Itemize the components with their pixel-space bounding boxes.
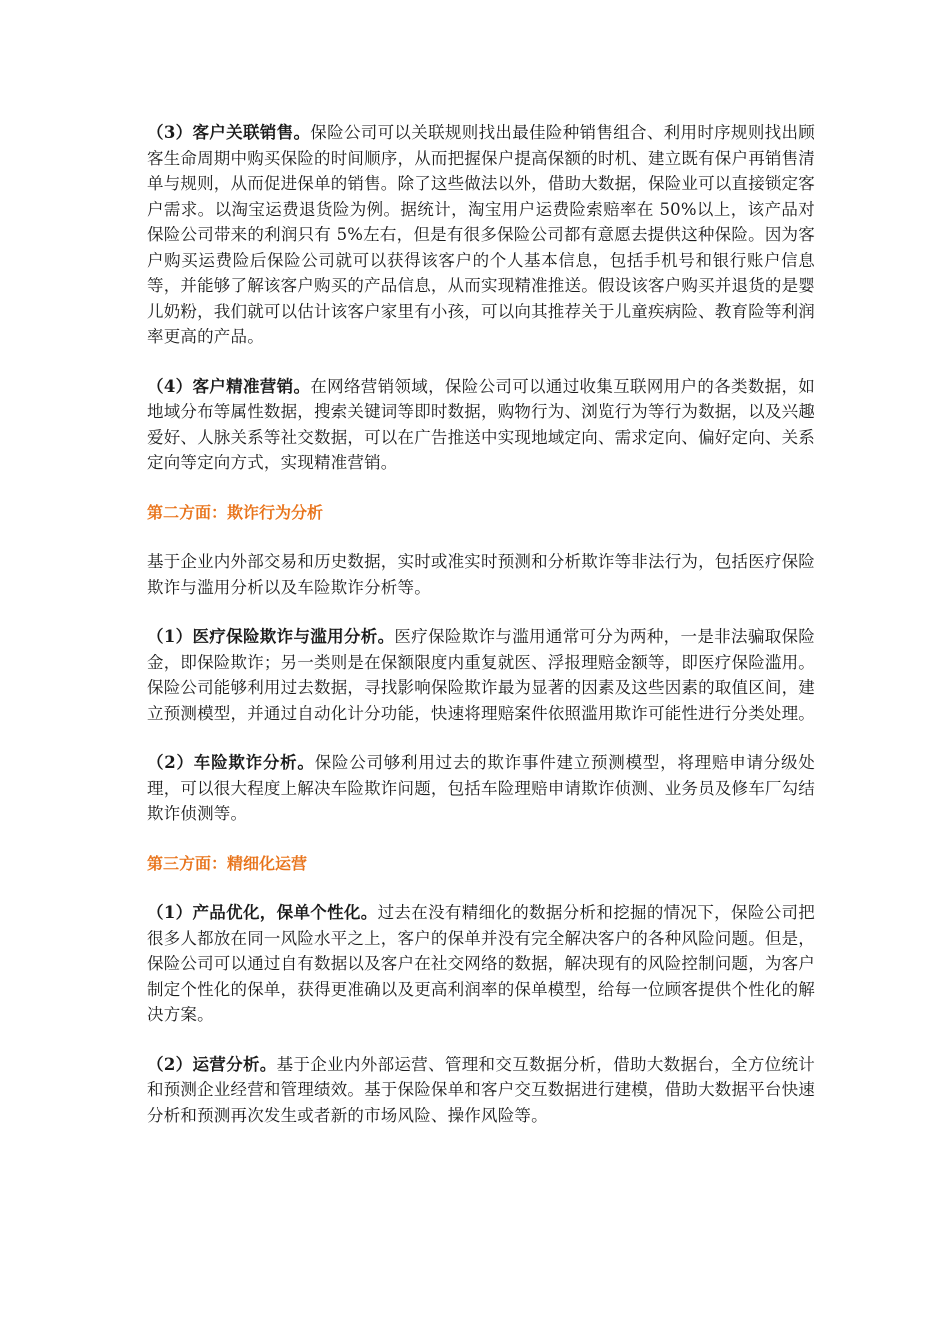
document-page xyxy=(147,120,815,1152)
section-heading-refined-operations: 第三方面：精细化运营 xyxy=(147,853,308,873)
paragraph-customer-association-sales xyxy=(147,120,815,350)
paragraph-lead: （3）客户关联销售。 xyxy=(147,123,311,142)
paragraph-body: 基于企业内外部运营、管理和交互数据分析，借助大数据台，全方位统计和预测企业经营和管理绩效。基于保险保单和客户交互数据进行建模，借助大数据平台快速分析和预测再次发生或者新的市场风险、操作风险等。 xyxy=(147,1054,815,1125)
paragraph-lead: （1）医疗保险欺诈与滥用分析。 xyxy=(147,627,395,646)
paragraph-precision-marketing xyxy=(147,374,815,476)
paragraph-body: 基于企业内外部交易和历史数据，实时或准实时预测和分析欺诈等非法行为，包括医疗保险欺诈与滥用分析以及车险欺诈分析等。 xyxy=(147,552,815,597)
paragraph-medical-fraud xyxy=(147,624,815,726)
section-heading-fraud-analysis: 第二方面：欺诈行为分析 xyxy=(147,502,324,522)
paragraph-fraud-intro xyxy=(147,549,815,600)
paragraph-operations-analysis xyxy=(147,1052,815,1129)
paragraph-lead: （1）产品优化，保单个性化。 xyxy=(147,903,378,922)
paragraph-body: 医疗保险欺诈与滥用通常可分为两种，一是非法骗取保险金，即保险欺诈；另一类则是在保额限度内重复就医、浮报理赔金额等，即医疗保险滥用。保险公司能够利用过去数据，寻找影响保险欺诈最为显著的因素及这些因素的取值区间，建立预测模型，并通过自动化计分功能，快速将理赔案件依照滥用欺诈可能性进行分类处理。 xyxy=(147,627,816,723)
paragraph-auto-fraud xyxy=(147,750,815,827)
paragraph-lead: （2）车险欺诈分析。 xyxy=(147,753,315,772)
paragraph-body: 过去在没有精细化的数据分析和挖掘的情况下，保险公司把很多人都放在同一风险水平之上，客户的保单并没有完全解决客户的各种风险问题。但是，保险公司可以通过自有数据以及客户在社交网络的数据，解决现有的风险控制问题，为客户制定个性化的保单，获得更准确以及更高利润率的保单模型，给每一位顾客提供个性化的解决方案。 xyxy=(147,903,816,1024)
paragraph-body: 在网络营销领域，保险公司可以通过收集互联网用户的各类数据，如地域分布等属性数据，搜索关键词等即时数据，购物行为、浏览行为等行为数据，以及兴趣爱好、人脉关系等社交数据，可以在广告推送中实现地域定向、需求定向、偏好定向、关系定向等定向方式，实现精准营销。 xyxy=(147,376,816,472)
paragraph-lead: （4）客户精准营销。 xyxy=(147,376,311,396)
paragraph-lead: （2）运营分析。 xyxy=(147,1054,277,1074)
paragraph-body: 保险公司够利用过去的欺诈事件建立预测模型，将理赔申请分级处理，可以很大程度上解决车险欺诈问题，包括车险理赔申请欺诈侦测、业务员及修车厂勾结欺诈侦测等。 xyxy=(147,753,815,823)
paragraph-body: 保险公司可以关联规则找出最佳险种销售组合、利用时序规则找出顾客生命周期中购买保险的时间顺序，从而把握保户提高保额的时机、建立既有保户再销售清单与规则，从而促进保单的销售。除了这些做法以外，借助大数据，保险业可以直接锁定客户需求。以淘宝运费退货险为例。据统计，淘宝用户运费险索赔率在 50%以上，该产品对保险公司带来的利润只有 5%左右，但是有很多保险公司都有意愿去提供这种保险。因为客户购买运费险后保险公司就可以获得该客户的个人基本信息，包括手机号和银行账户信息等，并能够了解该客户购买的产品信息，从而实现精准推送。假设该客户购买并退货的是婴儿奶粉，我们就可以估计该客户家里有小孩，可以向其推荐关于儿童疾病险、教育险等利润率更高的产品。 xyxy=(147,123,816,346)
paragraph-product-optimization xyxy=(147,900,815,1028)
